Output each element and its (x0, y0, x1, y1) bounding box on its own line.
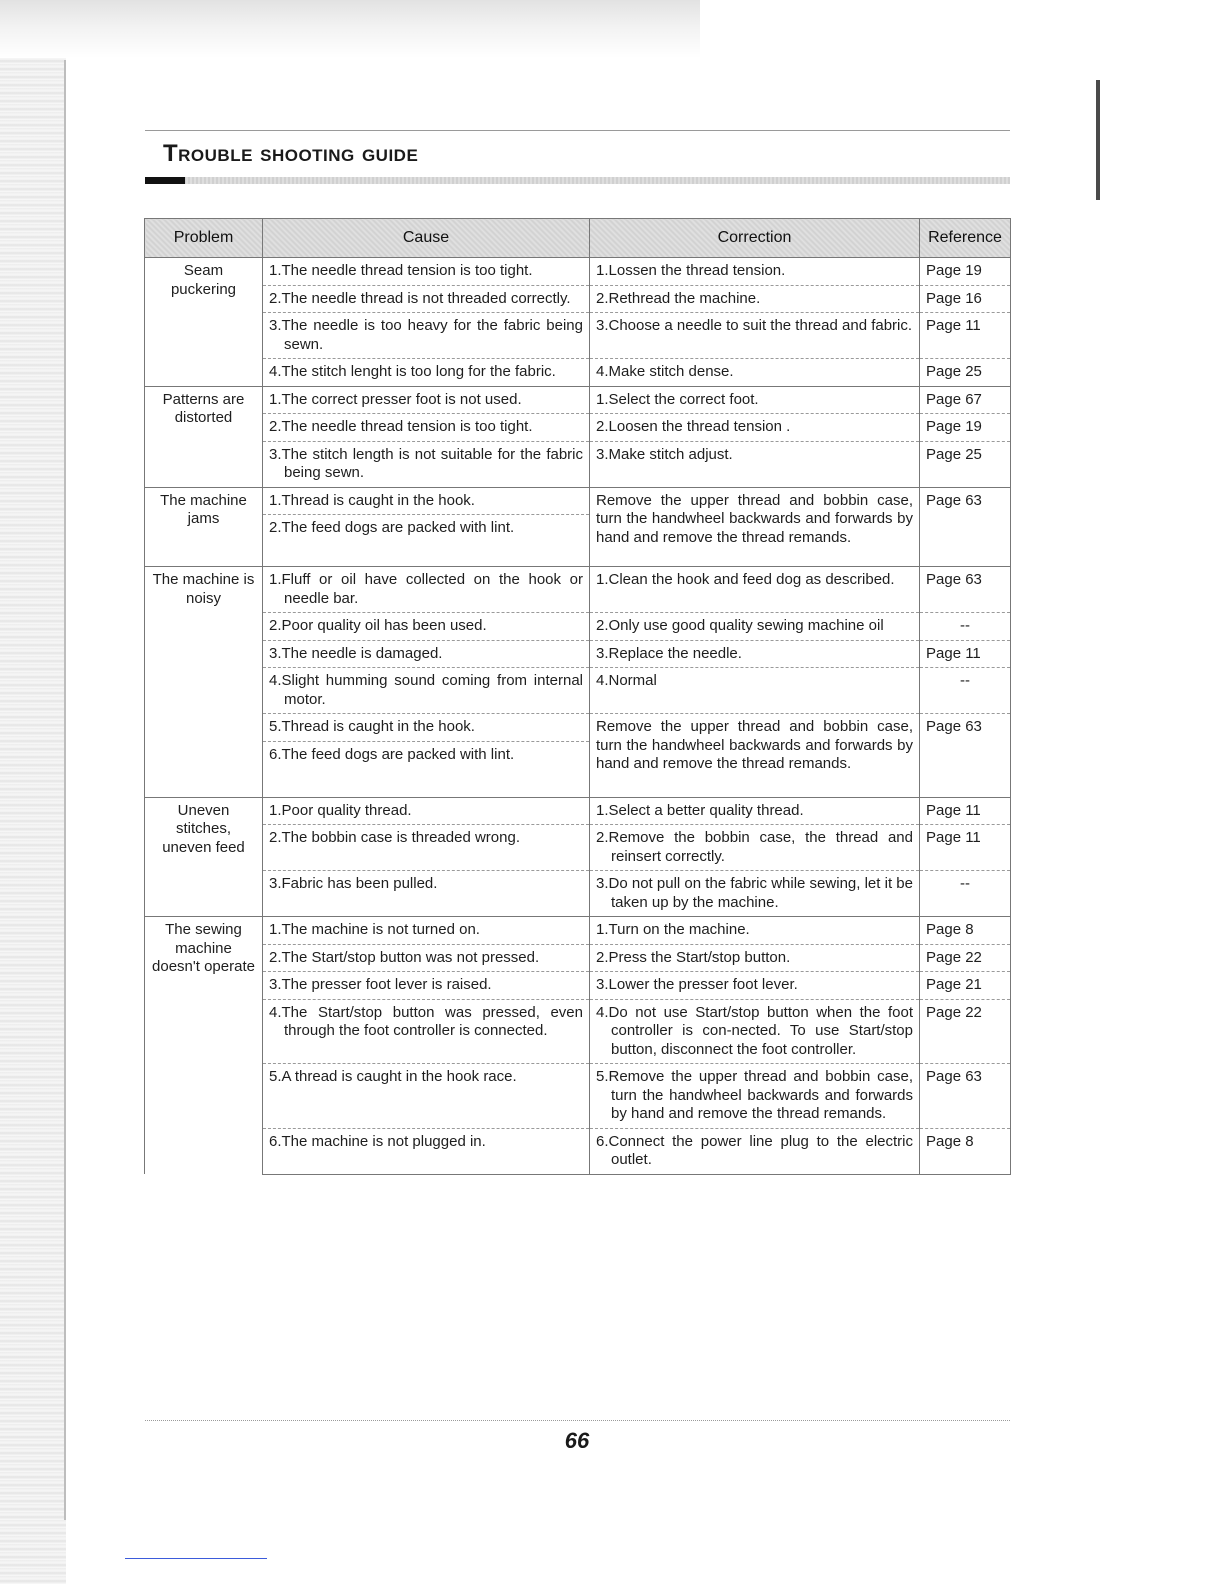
cause-cell (263, 359, 590, 387)
cause-text: 1.Fluff or oil have collected on the hook or needle bar. (269, 571, 583, 607)
correction-cell (590, 414, 920, 442)
cause-text: 2.The Start/stop button was not pressed. (269, 948, 540, 966)
cause-text: 1.The needle thread tension is too tight. (269, 262, 533, 279)
cause-text: 5.A thread is caught in the hook race. (269, 1068, 517, 1085)
table-row (145, 487, 1011, 515)
cause-cell (263, 613, 590, 641)
correction-text: 5.Remove the upper thread and bobbin case, turn the handwheel backwards and forwards by hand and remove the thread remands. (596, 1068, 913, 1122)
problem-cell: The machine jams (145, 487, 263, 567)
table-row (145, 917, 1011, 945)
cause-text: 1.Poor quality thread. (269, 801, 412, 819)
cause-cell (263, 741, 590, 797)
correction-cell (590, 613, 920, 641)
correction-cell (590, 871, 920, 917)
correction-cell (590, 386, 920, 414)
reference-cell: Page 11 (920, 640, 1011, 668)
cause-cell (263, 714, 590, 742)
cause-cell (263, 1128, 590, 1174)
correction-cell (590, 441, 920, 487)
correction-cell (590, 258, 920, 286)
table-row (145, 414, 1011, 442)
reference-cell: Page 63 (920, 567, 1011, 613)
reference-cell: Page 8 (920, 1128, 1011, 1174)
reference-cell: -- (920, 871, 1011, 917)
table-row (145, 613, 1011, 641)
correction-cell (590, 1128, 920, 1174)
cause-text: 4.The Start/stop button was pressed, even through the foot controller is connected. (269, 1003, 583, 1039)
cause-text: 1.The machine is not turned on. (269, 921, 480, 938)
correction-text: 2.Only use good quality sewing machine oil (596, 617, 884, 634)
table-row (145, 714, 1011, 742)
correction-cell (590, 668, 920, 714)
reference-cell: Page 63 (920, 1064, 1011, 1129)
table-row (145, 797, 1011, 825)
cause-cell (263, 871, 590, 917)
page-number: 66 (564, 1428, 590, 1453)
cause-cell (263, 825, 590, 871)
correction-text: 3.Lower the presser foot lever. (596, 976, 798, 993)
correction-text: 1.Clean the hook and feed dog as described. (596, 571, 895, 588)
cause-text: 3.The needle is damaged. (269, 644, 443, 662)
cause-cell (263, 797, 590, 825)
cause-text: 3.Fabric has been pulled. (269, 875, 438, 892)
reference-cell: -- (920, 613, 1011, 641)
reference-cell: Page 21 (920, 972, 1011, 1000)
reference-cell: -- (920, 668, 1011, 714)
scan-mark-right (1096, 80, 1100, 200)
correction-cell (590, 972, 920, 1000)
table-row (145, 567, 1011, 613)
reference-cell: Page 25 (920, 359, 1011, 387)
reference-cell: Page 25 (920, 441, 1011, 487)
correction-cell (590, 567, 920, 613)
column-header-problem: Problem (145, 219, 263, 258)
reference-cell: Page 19 (920, 258, 1011, 286)
table-row (145, 1064, 1011, 1129)
table-row (145, 313, 1011, 359)
scan-shadow-top (0, 0, 700, 58)
correction-text: 2.Rethread the machine. (596, 289, 761, 307)
cause-text: 6.The feed dogs are packed with lint. (269, 745, 515, 763)
correction-text: 4.Make stitch dense. (596, 363, 734, 380)
table-row (145, 441, 1011, 487)
cause-text: 1.Thread is caught in the hook. (269, 491, 475, 509)
page-title (163, 140, 418, 168)
cause-cell (263, 515, 590, 567)
troubleshooting-table (144, 218, 1011, 1175)
cause-text: 2.The bobbin case is threaded wrong. (269, 829, 520, 846)
cause-text: 3.The presser foot lever is raised. (269, 976, 492, 993)
cause-cell (263, 487, 590, 515)
cause-text: 4.Slight humming sound coming from internal motor. (269, 672, 583, 708)
correction-cell (590, 825, 920, 871)
reference-cell: Page 16 (920, 285, 1011, 313)
correction-text: 2.Remove the bobbin case, the thread and reinsert correctly. (596, 829, 913, 865)
header-rule (145, 130, 1010, 131)
title-underline (145, 177, 1010, 184)
column-header-cause: Cause (263, 219, 590, 258)
correction-text: 3.Choose a needle to suit the thread and fabric. (596, 317, 913, 334)
cause-cell (263, 567, 590, 613)
cause-text: 3.The needle is too heavy for the fabric being sewn. (269, 317, 583, 353)
table-row (145, 668, 1011, 714)
table-row (145, 999, 1011, 1064)
cause-cell (263, 972, 590, 1000)
correction-cell (590, 359, 920, 387)
correction-cell (590, 917, 920, 945)
cause-cell (263, 285, 590, 313)
table-row (145, 825, 1011, 871)
correction-text: 6.Connect the power line plug to the electric outlet. (596, 1132, 913, 1168)
correction-cell (590, 999, 920, 1064)
correction-cell: Remove the upper thread and bobbin case, turn the handwheel backwards and forwards by hand and remove the thread remands. (590, 714, 920, 798)
reference-cell: Page 22 (920, 999, 1011, 1064)
correction-cell (590, 640, 920, 668)
correction-cell (590, 797, 920, 825)
table-header-row (145, 219, 1011, 258)
footer-link-line (125, 1558, 267, 1559)
correction-text: 4.Do not use Start/stop button when the foot controller is con-nected. To use Start/stop button, disconnect the foot controller. (596, 1003, 913, 1058)
page-title-text: Trouble shooting guide (163, 140, 419, 167)
cause-cell (263, 313, 590, 359)
problem-cell: Uneven stitches, uneven feed (145, 797, 263, 917)
correction-text: 1.Lossen the thread tension. (596, 262, 786, 279)
table-row (145, 944, 1011, 972)
cause-text: 2.The feed dogs are packed with lint. (269, 519, 515, 536)
cause-text: 1.The correct presser foot is not used. (269, 390, 522, 408)
correction-text: 4.Normal (596, 672, 657, 689)
cause-text: 4.The stitch lenght is too long for the fabric. (269, 363, 556, 380)
problem-cell: The machine is noisy (145, 567, 263, 798)
reference-cell: Page 11 (920, 313, 1011, 359)
cause-cell (263, 386, 590, 414)
reference-cell: Page 22 (920, 944, 1011, 972)
table-row (145, 285, 1011, 313)
problem-cell: The sewing machine doesn't operate (145, 917, 263, 1175)
table-row (145, 258, 1011, 286)
reference-cell: Page 8 (920, 917, 1011, 945)
cause-cell (263, 258, 590, 286)
column-header-reference: Reference (920, 219, 1011, 258)
cause-text: 2.The needle thread is not threaded correctly. (269, 289, 571, 307)
table-row (145, 386, 1011, 414)
cause-text: 2.Poor quality oil has been used. (269, 617, 487, 634)
reference-cell: Page 19 (920, 414, 1011, 442)
table-row (145, 640, 1011, 668)
correction-text: 1.Select the correct foot. (596, 390, 759, 408)
correction-cell (590, 1064, 920, 1129)
table-row (145, 972, 1011, 1000)
cause-text: 6.The machine is not plugged in. (269, 1132, 486, 1150)
correction-text: 1.Select a better quality thread. (596, 801, 804, 819)
correction-text: 3.Make stitch adjust. (596, 445, 733, 463)
correction-text: 3.Do not pull on the fabric while sewing, let it be taken up by the machine. (596, 875, 913, 911)
correction-cell (590, 313, 920, 359)
cause-cell (263, 668, 590, 714)
correction-text: 2.Press the Start/stop button. (596, 948, 791, 966)
correction-text: 2.Loosen the thread tension . (596, 418, 791, 435)
column-header-correction: Correction (590, 219, 920, 258)
footer-rule (145, 1420, 1010, 1421)
cause-text: 2.The needle thread tension is too tight. (269, 418, 533, 435)
correction-cell (590, 285, 920, 313)
table-row (145, 359, 1011, 387)
correction-cell: Remove the upper thread and bobbin case, turn the handwheel backwards and forwards by hand and remove the thread remands. (590, 487, 920, 567)
cause-cell (263, 917, 590, 945)
reference-cell: Page 63 (920, 487, 1011, 567)
cause-cell (263, 414, 590, 442)
reference-cell: Page 63 (920, 714, 1011, 798)
cause-cell (263, 441, 590, 487)
correction-cell (590, 944, 920, 972)
scan-shadow-left (0, 0, 66, 1584)
cause-text: 3.The stitch length is not suitable for the fabric being sewn. (269, 445, 583, 481)
cause-cell (263, 944, 590, 972)
title-underline-accent (145, 177, 185, 184)
reference-cell: Page 67 (920, 386, 1011, 414)
correction-text: 1.Turn on the machine. (596, 921, 750, 938)
problem-cell: Patterns are distorted (145, 386, 263, 487)
reference-cell: Page 11 (920, 797, 1011, 825)
reference-cell: Page 11 (920, 825, 1011, 871)
cause-cell (263, 640, 590, 668)
problem-cell: Seam puckering (145, 258, 263, 387)
cause-text: 5.Thread is caught in the hook. (269, 718, 475, 735)
table-row (145, 871, 1011, 917)
correction-text: 3.Replace the needle. (596, 644, 742, 662)
table-row (145, 1128, 1011, 1174)
cause-cell (263, 999, 590, 1064)
cause-cell (263, 1064, 590, 1129)
